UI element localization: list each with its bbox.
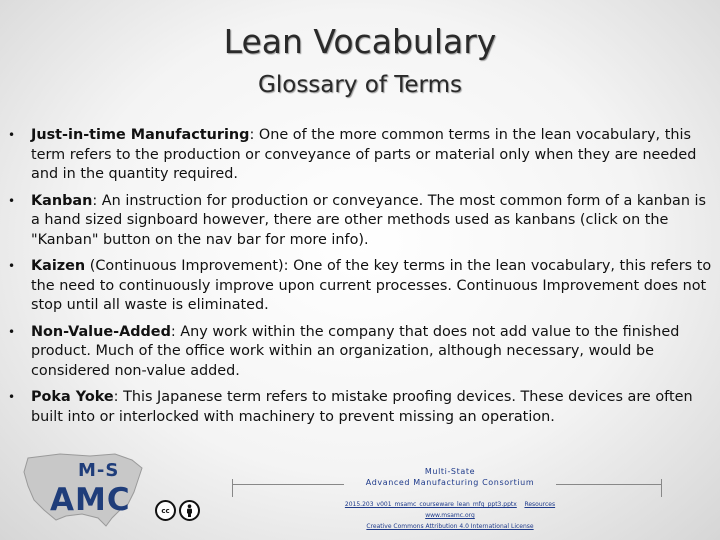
divider-right <box>556 484 662 485</box>
resources-link[interactable]: Resources <box>524 501 556 508</box>
term-label: Just-in-time Manufacturing <box>31 127 250 143</box>
divider-left-tick <box>232 479 233 497</box>
term-definition: : Any work within the company that does not add value to the finished product. Much of the office work within an organization, although necessary, would be considered non-value added. <box>31 323 680 379</box>
attribution-icon <box>179 500 200 521</box>
list-item <box>0 192 720 251</box>
consortium-line1: Multi-State <box>424 467 476 476</box>
bullet-icon: • <box>8 390 16 404</box>
list-item <box>0 257 720 316</box>
website-link[interactable]: www.msamc.org <box>425 512 475 519</box>
slide-subtitle: Glossary of Terms <box>258 72 462 98</box>
term-definition: (Continuous Improvement): One of the key terms in the lean vocabulary, this refers to the need to continuously improve upon current processes. Continuous Improvement does not stop until all waste is eliminated. <box>31 258 712 313</box>
bullet-icon: • <box>8 324 16 339</box>
file-link-row <box>240 501 660 509</box>
term-label: Poka Yoke <box>31 389 114 405</box>
term-label: Kanban <box>31 192 93 209</box>
license-row <box>240 523 660 531</box>
term-label: Non-Value-Added <box>31 323 171 340</box>
cc-icon: cc <box>155 500 176 521</box>
cc-license-badge[interactable] <box>155 500 200 521</box>
list-item <box>0 126 720 185</box>
term-definition: : This Japanese term refers to mistake proofing devices. These devices are often built into or interlocked with machinery to prevent missing an operation. <box>31 389 693 425</box>
license-link[interactable]: Creative Commons Attribution 4.0 International License <box>366 523 534 530</box>
list-item <box>0 388 720 427</box>
consortium-line2: Advanced Manufacturing Consortium <box>365 478 535 487</box>
term-label: Kaizen <box>31 258 86 274</box>
term-definition: : One of the more common terms in the lean vocabulary, this term refers to the production or conveyance of parts or material only when they are needed and in the quantity required. <box>31 127 697 182</box>
logo-ms-text: M-S <box>78 460 120 481</box>
slide-title: Lean Vocabulary <box>223 22 497 61</box>
bullet-icon: • <box>8 193 16 208</box>
divider-right-tick <box>661 479 662 497</box>
website-row <box>240 512 660 520</box>
file-link[interactable]: 2015.203_v001_msamc_courseware_lean_mfg_ppt3.pptx <box>344 501 517 508</box>
bullet-icon: • <box>8 259 16 273</box>
list-item <box>0 323 720 382</box>
bullet-icon: • <box>8 128 16 142</box>
msamc-logo <box>20 448 150 530</box>
divider-left <box>232 484 344 485</box>
logo-amc-text: AMC <box>50 482 131 518</box>
term-definition: : An instruction for production or conveyance. The most common form of a kanban is a hand sized signboard however, there are other methods used as kanbans (click on the "Kanban" button on the nav bar for more info). <box>31 192 707 248</box>
glossary-list <box>0 126 720 434</box>
